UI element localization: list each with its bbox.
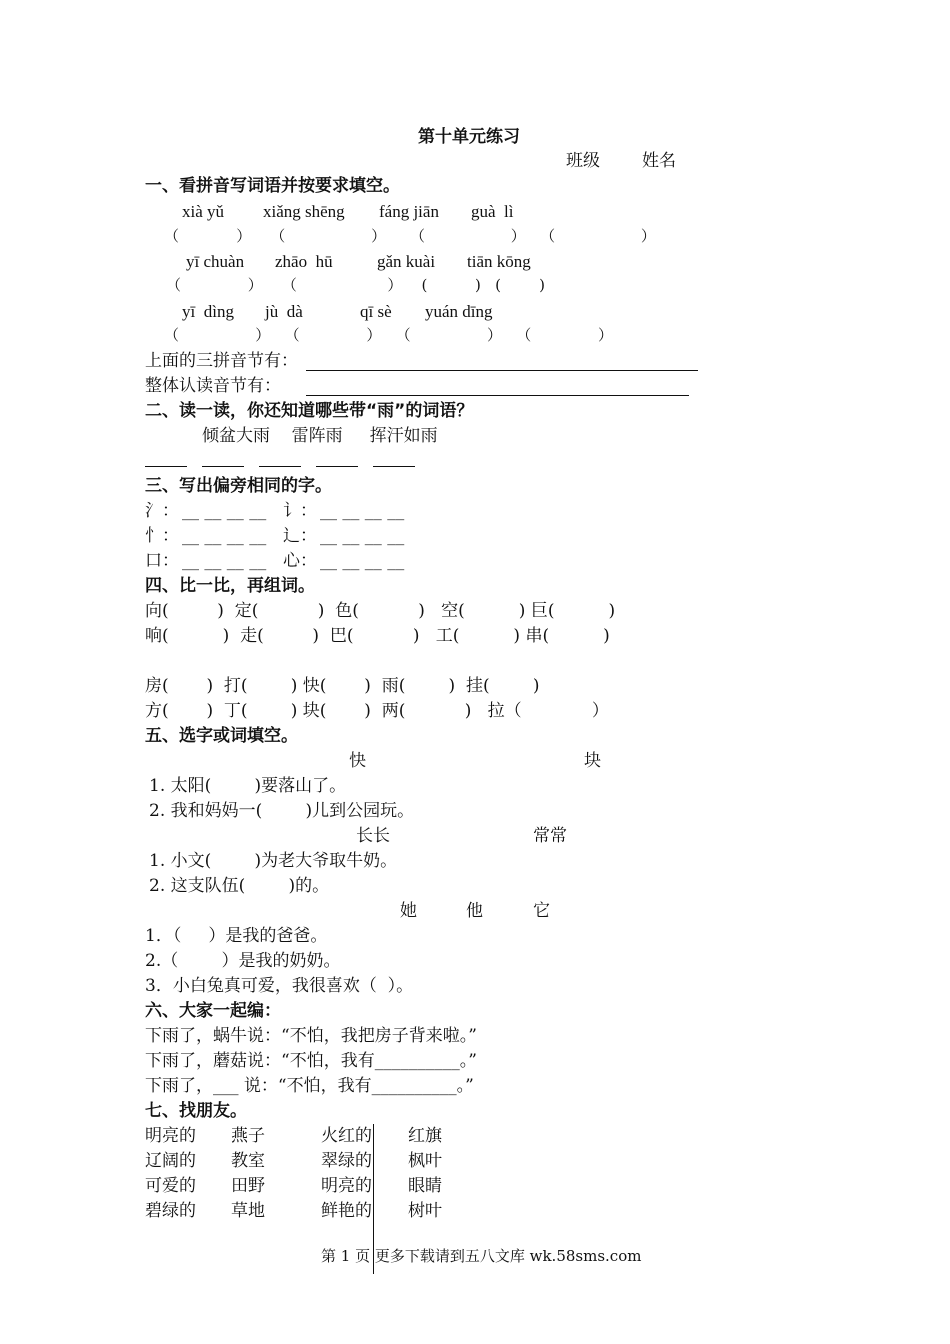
story-line: 下雨了，___ 说：“不怕，我有__________。” [145, 1076, 474, 1096]
word-option: 长长 [356, 826, 390, 846]
answer-blank: __ __ __ __ [182, 526, 267, 546]
match-word: 辽阔的 [145, 1151, 196, 1171]
word-option: 她 [400, 901, 417, 921]
section7-heading: 七、找朋友。 [145, 1101, 247, 1121]
match-word: 火红的 [321, 1126, 372, 1146]
answer-line [202, 466, 244, 467]
fill-item: 2.（ ）是我的奶奶。 [145, 951, 341, 971]
fill-item: 2. 这支队伍( )的。 [149, 876, 330, 896]
pinyin: yī dìng [182, 302, 234, 321]
story-line: 下雨了，蜗牛说：“不怕，我把房子背来啦。” [145, 1026, 477, 1046]
section4-heading: 四、比一比，再组词。 [145, 576, 315, 596]
match-word: 碧绿的 [145, 1201, 196, 1221]
match-word: 红旗 [408, 1126, 442, 1146]
class-label: 班级 [566, 151, 600, 171]
pinyin: gǎn kuài [377, 252, 436, 271]
section2-heading: 二、读一读，你还知道哪些带“雨”的词语？ [145, 401, 474, 421]
story-line: 下雨了，蘑菇说：“不怕，我有__________。” [145, 1051, 477, 1071]
compare-line: 房( ) 打( ) 快( ) 雨( ) 挂( ) [145, 676, 540, 696]
fill-item: 3．小白兔真可爱，我很喜欢（ ）。 [145, 976, 414, 996]
answer-line [306, 370, 698, 371]
radical-label: 辶： [283, 526, 317, 546]
match-word: 燕子 [231, 1126, 265, 1146]
answer-line [145, 466, 187, 467]
section5-heading: 五、选字或词填空。 [145, 726, 298, 746]
match-word: 教室 [231, 1151, 265, 1171]
match-word: 田野 [231, 1176, 265, 1196]
word-option: 快 [349, 751, 366, 771]
question-label: 整体认读音节有： [145, 376, 281, 396]
page-title: 第十单元练习 [418, 127, 520, 147]
word-option: 常常 [533, 826, 567, 846]
word-option: 块 [584, 751, 601, 771]
answer-line [316, 466, 358, 467]
match-word: 树叶 [408, 1201, 442, 1221]
match-word: 可爱的 [145, 1176, 196, 1196]
fill-item: 1. 太阳( )要落山了。 [149, 776, 347, 796]
word-option: 它 [533, 901, 550, 921]
answer-blank: __ __ __ __ [320, 501, 405, 521]
rain-words: 倾盆大雨 雷阵雨 挥汗如雨 [202, 426, 438, 446]
pinyin: yī chuàn [186, 252, 245, 271]
answer-blank: __ __ __ __ [320, 526, 405, 546]
pinyin: zhāo hū [275, 252, 333, 271]
radical-label: 心： [283, 551, 317, 571]
answer-line [373, 466, 415, 467]
radical-label: 忄： [145, 526, 179, 546]
question-label: 上面的三拼音节有： [145, 351, 298, 371]
compare-line: 方( ) 丁( ) 块( ) 两( ) 拉（ ） [145, 701, 609, 721]
match-word: 明亮的 [145, 1126, 196, 1146]
pinyin: guà lì [471, 202, 514, 221]
compare-line: 响( ) 走( ) 巴( ) 工( ) 串( ) [145, 626, 610, 646]
pinyin: xià yǔ [182, 202, 225, 221]
answer-blank: __ __ __ __ [182, 551, 267, 571]
answer-line [306, 395, 689, 396]
answer-line [259, 466, 301, 467]
answer-brackets: （ ） （ ） ( ) ( ) [166, 276, 546, 294]
match-word: 枫叶 [408, 1151, 442, 1171]
answer-blank: __ __ __ __ [320, 551, 405, 571]
radical-label: 口： [145, 551, 179, 571]
word-option: 他 [466, 901, 483, 921]
compare-line: 向( ) 定( ) 色( ) 空( ) 巨( ) [145, 601, 616, 621]
pinyin: fáng jiān [379, 202, 439, 221]
radical-label: 讠： [283, 501, 317, 521]
page-footer: 第 1 页 更多下载请到五八文库 wk.58sms.com [321, 1247, 642, 1265]
pinyin: qī sè [360, 302, 392, 321]
match-word: 鲜艳的 [321, 1201, 372, 1221]
fill-item: 1. 小文( )为老大爷取牛奶。 [149, 851, 398, 871]
answer-blank: __ __ __ __ [182, 501, 267, 521]
fill-item: 2. 我和妈妈一( )儿到公园玩。 [149, 801, 415, 821]
fill-item: 1．（ ）是我的爸爸。 [145, 926, 328, 946]
match-word: 明亮的 [321, 1176, 372, 1196]
pinyin: yuán dīng [425, 302, 493, 321]
answer-brackets: （ ） （ ） （ ） （ ） [164, 326, 613, 344]
match-word: 眼睛 [408, 1176, 442, 1196]
answer-brackets: （ ） （ ） （ ） （ ） [164, 227, 656, 245]
section1-heading: 一、看拼音写词语并按要求填空。 [145, 176, 400, 196]
section6-heading: 六、大家一起编： [145, 1001, 281, 1021]
pinyin: jù dà [265, 302, 303, 321]
match-word: 草地 [231, 1201, 265, 1221]
section3-heading: 三、写出偏旁相同的字。 [145, 476, 332, 496]
pinyin: xiǎng shēng [263, 202, 345, 221]
radical-label: 氵： [145, 501, 179, 521]
name-label: 姓名 [642, 151, 676, 171]
pinyin: tiān kōng [467, 252, 531, 271]
match-word: 翠绿的 [321, 1151, 372, 1171]
